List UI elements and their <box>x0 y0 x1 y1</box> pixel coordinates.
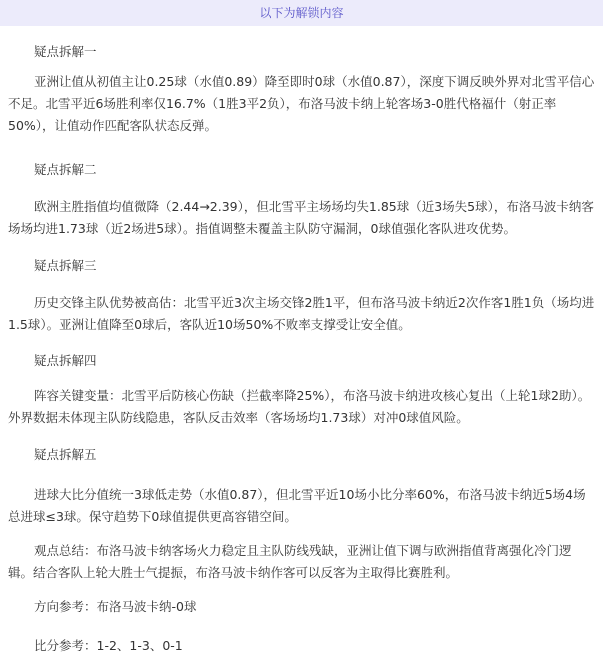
summary-paragraph: 观点总结：布洛马波卡纳客场火力稳定且主队防线残缺，亚洲让值下调与欧洲指值背离强化冷门逻辑。结合客队上轮大胜士气提振，布洛马波卡纳作客可以反客为主取得比赛胜利。 <box>8 543 572 580</box>
section-paragraph: 亚洲让值从初值主让0.25球（水值0.89）降至即时0球（水值0.87），深度下调反映外界对北雪平信心不足。北雪平近6场胜利率仅16.7%（1胜3平2负），布洛马波卡纳上轮客场3-0胜代格福什（射正率50%），让值动作匹配客队状态反弹。 <box>8 74 595 133</box>
section-heading: 疑点拆解四 <box>34 353 97 368</box>
section-paragraph: 历史交锋主队优势被高估：北雪平近3次主场交锋2胜1平，但布洛马波卡纳近2次作客1胜1负（场均进1.5球）。亚洲让值降至0球后，客队近10场50%不败率支撑受让安全值。 <box>8 295 595 332</box>
section-heading: 疑点拆解一 <box>34 44 97 59</box>
unlock-banner-text: 以下为解锁内容 <box>259 6 344 20</box>
section-heading: 疑点拆解三 <box>34 258 97 273</box>
section-paragraph: 欧洲主胜指值均值微降（2.44→2.39），但北雪平主场场均失1.85球（近3场失5球），布洛马波卡纳客场场均进1.73球（近2场进5球）。指值调整未覆盖主队防守漏洞，0球值强化客队进攻优势。 <box>8 199 594 236</box>
direction-reference: 方向参考：布洛马波卡纳-0球 <box>34 599 197 614</box>
unlock-banner <box>0 0 603 26</box>
section-paragraph: 进球大比分值统一3球低走势（水值0.87），但北雪平近10场小比分率60%，布洛马波卡纳近5场4场总进球≤3球。保守趋势下0球值提供更高容错空间。 <box>8 487 586 524</box>
section-paragraph: 阵容关键变量：北雪平后防核心伤缺（拦截率降25%），布洛马波卡纳进攻核心复出（上轮1球2助）。外界数据未体现主队防线隐患，客队反击效率（客场场均1.73球）对冲0球值风险。 <box>8 388 591 425</box>
section-heading: 疑点拆解五 <box>34 447 97 462</box>
section-heading: 疑点拆解二 <box>34 162 97 177</box>
score-reference: 比分参考：1-2、1-3、0-1 <box>34 638 183 653</box>
